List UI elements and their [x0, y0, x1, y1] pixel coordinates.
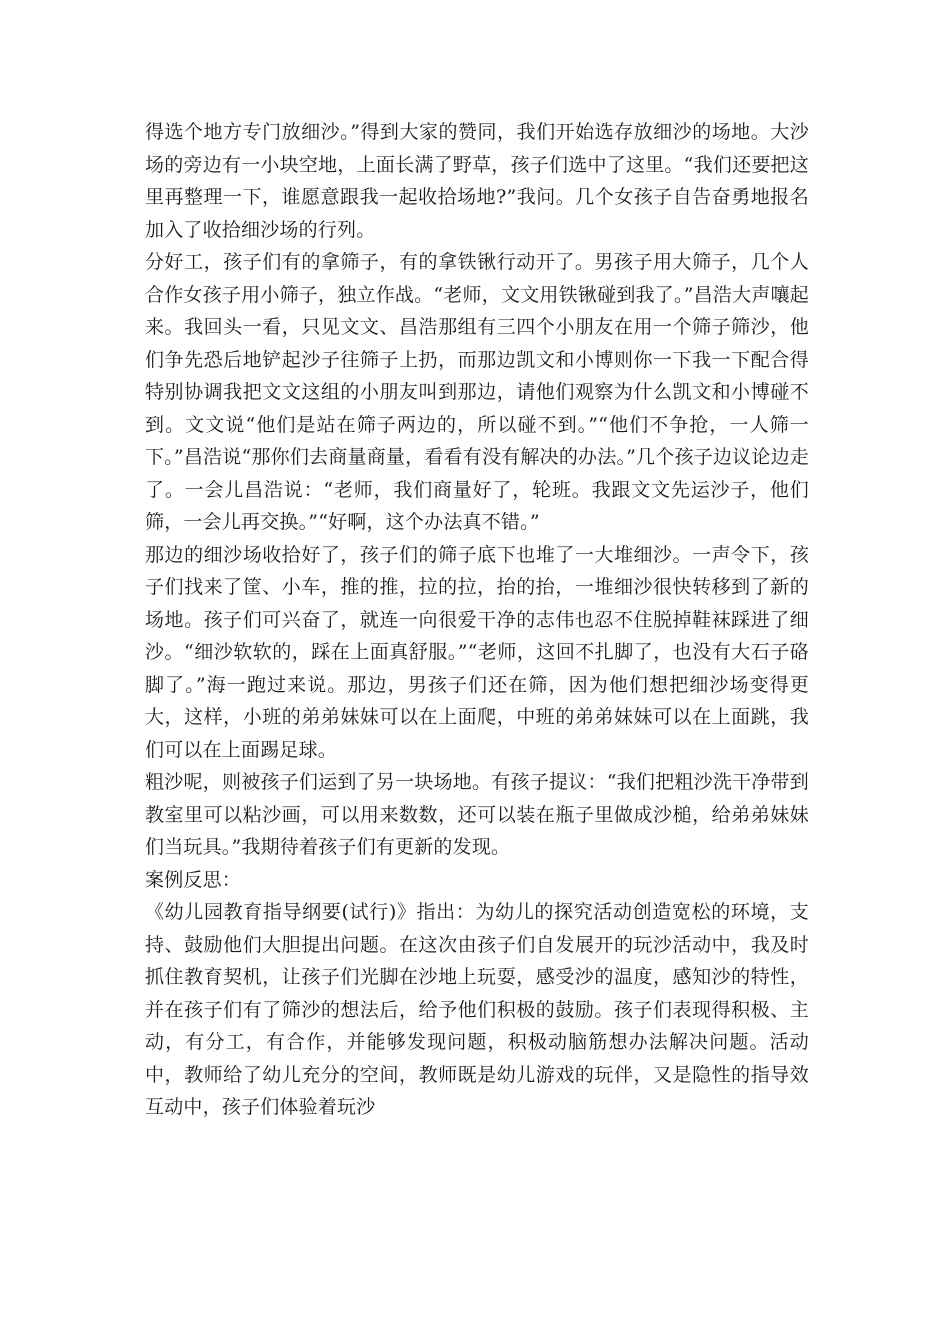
paragraph-fine-sand-field: 那边的细沙场收拾好了，孩子们的筛子底下也堆了一大堆细沙。一声令下，孩子们找来了筐、小车，推的推，拉的拉，抬的抬，一堆细沙很快转移到了新的场地。孩子们可兴奋了，就连一向很爱干净的志伟也忍不住脱掉鞋袜踩进了细沙。“细沙软软的，踩在上面真舒服。”“老师，这回不扎脚了，也没有大石子硌脚了。”海一跑过来说。那边，男孩子们还在筛，因为他们想把细沙场变得更大，这样，小班的弟弟妹妹可以在上面爬，中班的弟弟妹妹可以在上面跳，我们可以在上面踢足球。 [145, 543, 809, 761]
paragraph-sieving-work: 分好工，孩子们有的拿筛子，有的拿铁锹行动开了。男孩子用大筛子，几个人合作女孩子用小筛子，独立作战。“老师，文文用铁锹碰到我了。”昌浩大声嚷起来。我回头一看，只见文文、昌浩那组有三四个小朋友在用一个筛子筛沙，他们争先恐后地铲起沙子往筛子上扔，而那边凯文和小博则你一下我一下配合得特别协调我把文文这组的小朋友叫到那边，请他们观察为什么凯文和小博碰不到。文文说“他们是站在筛子两边的，所以碰不到。”“他们不争抢，一人筛一下。”昌浩说“那你们去商量商量，看看有没有解决的办法。”几个孩子边议论边走了。一会儿昌浩说：“老师，我们商量好了，轮班。我跟文文先运沙子，他们筛，一会儿再交换。”“好啊，这个办法真不错。” [145, 251, 809, 533]
section-heading-reflection: 案例反思： [145, 868, 242, 891]
paragraph-site-selection: 得选个地方专门放细沙。”得到大家的赞同，我们开始选存放细沙的场地。大沙场的旁边有一小块空地，上面长满了野草，孩子们选中了这里。“我们还要把这里再整理一下，谁愿意跟我一起收拾场地?”我问。几个女孩子自告奋勇地报名加入了收拾细沙场的行列。 [145, 121, 809, 241]
document-page [145, 116, 809, 1124]
paragraph-coarse-sand: 粗沙呢，则被孩子们运到了另一块场地。有孩子提议：“我们把粗沙洗干净带到教室里可以粘沙画，可以用来数数，还可以装在瓶子里做成沙槌，给弟弟妹妹们当玩具。”我期待着孩子们有更新的发现。 [145, 771, 809, 858]
paragraph-reflection: 《幼儿园教育指导纲要(试行)》指出：为幼儿的探究活动创造宽松的环境，支持、鼓励他们大胆提出问题。在这次由孩子们自发展开的玩沙活动中，我及时抓住教育契机，让孩子们光脚在沙地上玩耍，感受沙的温度，感知沙的特性，并在孩子们有了筛沙的想法后，给予他们积极的鼓励。孩子们表现得积极、主动，有分工，有合作，并能够发现问题，积极动脑筋想办法解决问题。活动中，教师给了幼儿充分的空间，教师既是幼儿游戏的玩伴，又是隐性的指导效互动中，孩子们体验着玩沙 [145, 901, 809, 1118]
